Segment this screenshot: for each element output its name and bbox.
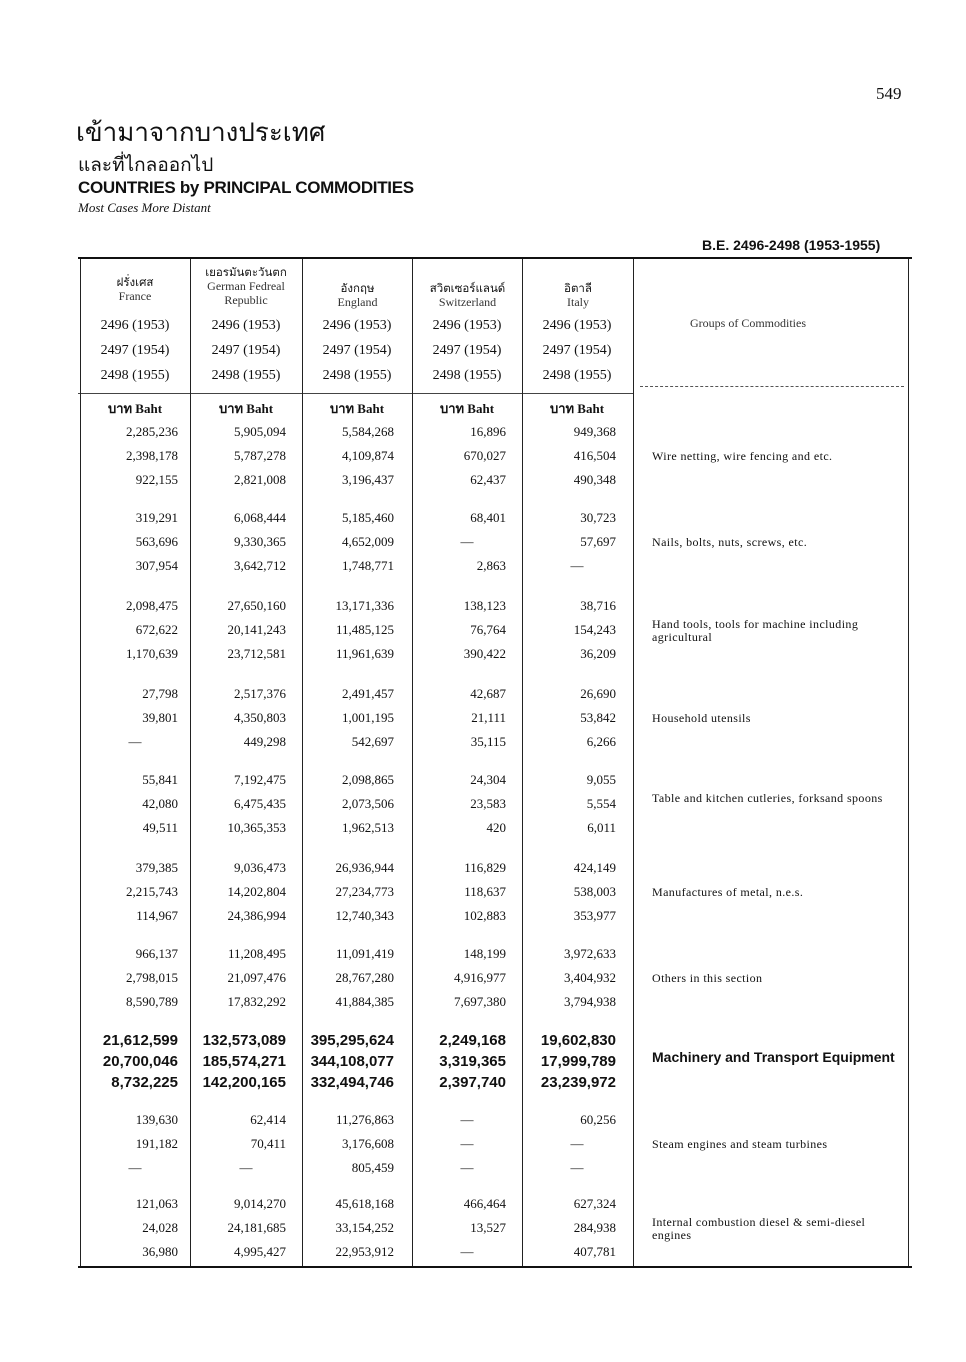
- table-cell: 121,063: [135, 1196, 178, 1211]
- table-cell: 27,650,160: [227, 598, 286, 613]
- table-cell: 8,732,225: [111, 1074, 178, 1091]
- year-label: 2496 (1953): [211, 318, 281, 333]
- table-cell: 20,700,046: [102, 1053, 178, 1070]
- table-cell: 4,995,427: [234, 1244, 286, 1259]
- table-cell: 114,967: [136, 908, 178, 923]
- year-label: 2497 (1954): [322, 343, 392, 358]
- table-cell: —: [128, 1160, 142, 1175]
- column-header-england: [303, 281, 412, 309]
- table-cell: 24,304: [470, 772, 506, 787]
- commodity-group-label: Others in this section: [652, 971, 763, 985]
- table-cell: 19,602,830: [540, 1032, 616, 1049]
- table-cell: 2,249,168: [439, 1032, 506, 1049]
- table-cell: 9,055: [586, 772, 616, 787]
- table-cell: 13,171,336: [335, 598, 394, 613]
- table-cell: 27,798: [142, 686, 178, 701]
- table-cell: 307,954: [135, 558, 178, 573]
- table-cell: 5,584,268: [342, 424, 394, 439]
- commodity-group-label: Hand tools, tools for machine including agricultural: [652, 617, 859, 644]
- table-cell: 3,176,608: [342, 1136, 394, 1151]
- column-divider: [412, 259, 413, 1266]
- table-cell: 138,123: [463, 598, 506, 613]
- header-rule: [78, 393, 634, 394]
- table-cell: 2,285,236: [126, 424, 178, 439]
- table-cell: 9,014,270: [234, 1196, 286, 1211]
- table-cell: 9,330,365: [234, 534, 286, 549]
- year-label: 2498 (1955): [542, 368, 612, 383]
- table-cell: 8,590,789: [126, 994, 178, 1009]
- column-header-english-line2: Republic: [224, 293, 268, 307]
- year-label: 2496 (1953): [100, 318, 170, 333]
- table-cell: 118,637: [464, 884, 506, 899]
- table-cell: 102,883: [463, 908, 506, 923]
- column-header-thai: ฝรั่งเศส: [116, 275, 154, 289]
- table-cell: 41,884,385: [335, 994, 394, 1009]
- table-cell: —: [460, 1136, 474, 1151]
- table-cell: 36,209: [580, 646, 616, 661]
- year-label: 2497 (1954): [211, 343, 281, 358]
- table-cell: 379,385: [135, 860, 178, 875]
- column-header-thai: เยอรมันตะวันตก: [205, 265, 287, 279]
- commodity-group-label: Steam engines and steam turbines: [652, 1137, 828, 1151]
- year-label: 2496 (1953): [432, 318, 502, 333]
- table-cell: 70,411: [250, 1136, 286, 1151]
- table-cell: 6,011: [587, 820, 616, 835]
- table-cell: 1,748,771: [342, 558, 394, 573]
- column-header-italy: [523, 281, 633, 309]
- table-cell: 4,652,009: [342, 534, 394, 549]
- table-cell: 284,938: [573, 1220, 616, 1235]
- column-divider: [80, 259, 81, 1266]
- table-cell: 2,863: [476, 558, 506, 573]
- page-number: 549: [876, 84, 902, 103]
- table-cell: 390,422: [463, 646, 506, 661]
- commodity-group-label: Internal combustion diesel & semi-diesel engines: [652, 1215, 866, 1242]
- table-cell: 2,798,015: [126, 970, 178, 985]
- table-cell: 538,003: [573, 884, 616, 899]
- table-cell: 30,723: [580, 510, 616, 525]
- column-header-france: [82, 275, 188, 303]
- table-cell: 35,115: [470, 734, 506, 749]
- table-cell: 28,767,280: [335, 970, 394, 985]
- table-cell: 395,295,624: [310, 1032, 394, 1049]
- title-thai-line2: และที่ไกลออกไป: [78, 154, 214, 176]
- table-cell: 20,141,243: [227, 622, 286, 637]
- unit-label: บาท Baht: [329, 401, 385, 416]
- column-header-english: German Fedreal: [207, 279, 285, 293]
- table-cell: 420: [486, 820, 506, 835]
- table-cell: 60,256: [580, 1112, 616, 1127]
- table-cell: 24,181,685: [227, 1220, 286, 1235]
- table-cell: 2,517,376: [234, 686, 286, 701]
- table-cell: 62,414: [250, 1112, 286, 1127]
- column-header-english: England: [337, 295, 378, 309]
- table-cell: 139,630: [135, 1112, 178, 1127]
- table-cell: 55,841: [142, 772, 178, 787]
- table-cell: 1,962,513: [342, 820, 394, 835]
- table-cell: 949,368: [573, 424, 616, 439]
- table-cell: 922,155: [135, 472, 178, 487]
- table-cell: 9,036,473: [234, 860, 286, 875]
- commodity-group-label: Manufactures of metal, n.e.s.: [652, 885, 804, 899]
- column-header-english: France: [118, 289, 152, 303]
- table-cell: 24,028: [142, 1220, 178, 1235]
- table-cell: 11,961,639: [335, 646, 394, 661]
- column-divider: [302, 259, 303, 1266]
- table-cell: 27,234,773: [335, 884, 394, 899]
- table-cell: 154,243: [573, 622, 616, 637]
- table-cell: 42,080: [142, 796, 178, 811]
- table-cell: 2,098,865: [342, 772, 394, 787]
- table-cell: 11,276,863: [335, 1112, 394, 1127]
- table-cell: 344,108,077: [310, 1053, 394, 1070]
- commodity-group-label: Machinery and Transport Equipment: [652, 1049, 895, 1065]
- table-cell: 2,397,740: [439, 1074, 506, 1091]
- table-cell: 76,764: [470, 622, 506, 637]
- table-cell: —: [460, 534, 474, 549]
- commodity-group-label: Household utensils: [652, 711, 751, 725]
- table-cell: 57,697: [580, 534, 616, 549]
- table-cell: 670,027: [463, 448, 506, 463]
- table-cell: 805,459: [351, 1160, 394, 1175]
- table-cell: 17,999,789: [540, 1053, 616, 1070]
- column-divider: [190, 259, 191, 1266]
- commodity-group-label: Table and kitchen cutleries, forksand spoons: [652, 791, 883, 805]
- table-cell: 416,504: [573, 448, 616, 463]
- subtitle: Most Cases More Distant: [78, 200, 211, 215]
- column-divider: [522, 259, 523, 1266]
- table-cell: 332,494,746: [310, 1074, 394, 1091]
- table-cell: 966,137: [135, 946, 178, 961]
- table-cell: 563,696: [135, 534, 178, 549]
- year-label: 2498 (1955): [322, 368, 392, 383]
- table-cell: 12,740,343: [335, 908, 394, 923]
- column-header-english: Italy: [567, 295, 589, 309]
- table-cell: 5,905,094: [234, 424, 286, 439]
- table-cell: 449,298: [243, 734, 286, 749]
- table-cell: 672,622: [135, 622, 178, 637]
- title-english: COUNTRIES by PRINCIPAL COMMODITIES: [78, 178, 414, 197]
- table-cell: 11,208,495: [227, 946, 286, 961]
- table-cell: 407,781: [573, 1244, 616, 1259]
- top-rule: [78, 257, 912, 259]
- table-cell: 17,832,292: [227, 994, 286, 1009]
- table-cell: 42,687: [470, 686, 506, 701]
- table-cell: 1,170,639: [126, 646, 178, 661]
- year-label: 2498 (1955): [432, 368, 502, 383]
- column-header-thai: อังกฤษ: [340, 281, 375, 295]
- table-cell: 62,437: [470, 472, 506, 487]
- table-cell: 23,583: [470, 796, 506, 811]
- year-label: 2498 (1955): [211, 368, 281, 383]
- table-cell: —: [570, 1136, 584, 1151]
- column-divider: [908, 259, 909, 1266]
- table-cell: —: [570, 1160, 584, 1175]
- table-cell: 2,821,008: [234, 472, 286, 487]
- table-cell: 2,398,178: [126, 448, 178, 463]
- table-cell: 142,200,165: [202, 1074, 286, 1091]
- unit-label: บาท Baht: [218, 401, 274, 416]
- table-cell: 3,404,932: [564, 970, 616, 985]
- table-cell: 353,977: [573, 908, 616, 923]
- table-cell: 5,185,460: [342, 510, 394, 525]
- column-header-thai: อิตาลี: [564, 281, 592, 295]
- table-cell: 33,154,252: [335, 1220, 394, 1235]
- table-cell: 49,511: [142, 820, 178, 835]
- table-cell: 132,573,089: [202, 1032, 286, 1049]
- table-cell: 6,266: [586, 734, 616, 749]
- table-cell: 3,642,712: [234, 558, 286, 573]
- table-cell: 4,109,874: [342, 448, 394, 463]
- table-cell: —: [460, 1112, 474, 1127]
- table-cell: 13,527: [470, 1220, 506, 1235]
- table-cell: 21,612,599: [102, 1032, 178, 1049]
- table-cell: 21,111: [471, 710, 506, 725]
- table-cell: 53,842: [580, 710, 616, 725]
- table-cell: 4,350,803: [234, 710, 286, 725]
- unit-label: บาท Baht: [439, 401, 495, 416]
- table-cell: 24,386,994: [227, 908, 286, 923]
- year-label: 2497 (1954): [542, 343, 612, 358]
- table-cell: 185,574,271: [202, 1053, 286, 1070]
- table-cell: 45,618,168: [335, 1196, 394, 1211]
- table-cell: 1,001,195: [342, 710, 394, 725]
- table-cell: 10,365,353: [227, 820, 286, 835]
- title-thai-line1: เข้ามาจากบางประเทศ: [76, 118, 326, 148]
- table-cell: 2,098,475: [126, 598, 178, 613]
- unit-label: บาท Baht: [107, 401, 163, 416]
- table-cell: 6,068,444: [234, 510, 286, 525]
- year-label: 2497 (1954): [432, 343, 502, 358]
- table-cell: 3,972,633: [564, 946, 616, 961]
- table-cell: 191,182: [135, 1136, 178, 1151]
- bottom-rule: [78, 1266, 912, 1268]
- table-cell: 68,401: [470, 510, 506, 525]
- table-cell: —: [239, 1160, 253, 1175]
- table-cell: 2,215,743: [126, 884, 178, 899]
- year-label: 2497 (1954): [100, 343, 170, 358]
- table-cell: —: [570, 558, 584, 573]
- table-cell: 4,916,977: [454, 970, 506, 985]
- table-cell: 36,980: [142, 1244, 178, 1259]
- table-cell: 14,202,804: [227, 884, 286, 899]
- table-cell: 38,716: [580, 598, 616, 613]
- table-cell: —: [460, 1160, 474, 1175]
- commodity-group-label: Wire netting, wire fencing and etc.: [652, 449, 833, 463]
- table-cell: 627,324: [573, 1196, 616, 1211]
- table-cell: 116,829: [464, 860, 506, 875]
- table-cell: 23,712,581: [227, 646, 286, 661]
- table-cell: —: [460, 1244, 474, 1259]
- column-header-switzerland: [413, 281, 522, 309]
- column-header-thai: สวิตเซอร์แลนด์: [429, 281, 506, 295]
- year-label: 2498 (1955): [100, 368, 170, 383]
- column-header-germany: [190, 265, 302, 307]
- year-label: 2496 (1953): [322, 318, 392, 333]
- table-cell: 26,690: [580, 686, 616, 701]
- table-cell: 22,953,912: [335, 1244, 394, 1259]
- unit-label: บาท Baht: [549, 401, 605, 416]
- table-cell: 148,199: [463, 946, 506, 961]
- table-cell: 424,149: [573, 860, 616, 875]
- table-cell: 2,073,506: [342, 796, 394, 811]
- groups-of-commodities-header: Groups of Commodities: [690, 316, 806, 330]
- header-dash-rule: [640, 386, 904, 387]
- year-label: 2496 (1953): [542, 318, 612, 333]
- table-cell: 3,196,437: [342, 472, 394, 487]
- table-cell: 2,491,457: [342, 686, 394, 701]
- table-cell: 319,291: [135, 510, 178, 525]
- table-cell: —: [128, 734, 142, 749]
- table-cell: 7,697,380: [454, 994, 506, 1009]
- column-header-english: Switzerland: [438, 295, 497, 309]
- table-cell: 5,787,278: [234, 448, 286, 463]
- table-cell: 11,091,419: [335, 946, 394, 961]
- table-cell: 466,464: [463, 1196, 506, 1211]
- table-cell: 490,348: [573, 472, 616, 487]
- table-cell: 542,697: [351, 734, 394, 749]
- table-cell: 3,794,938: [564, 994, 616, 1009]
- table-cell: 16,896: [470, 424, 506, 439]
- table-cell: 5,554: [586, 796, 616, 811]
- table-cell: 3,319,365: [439, 1053, 506, 1070]
- be-year-range: B.E. 2496-2498 (1953-1955): [702, 237, 881, 253]
- table-cell: 6,475,435: [234, 796, 286, 811]
- table-cell: 7,192,475: [234, 772, 286, 787]
- table-cell: 11,485,125: [335, 622, 394, 637]
- column-divider: [633, 259, 634, 1266]
- commodity-group-label: Nails, bolts, nuts, screws, etc.: [652, 535, 808, 549]
- table-cell: 39,801: [142, 710, 178, 725]
- table-cell: 21,097,476: [227, 970, 286, 985]
- table-cell: 23,239,972: [540, 1074, 616, 1091]
- table-cell: 26,936,944: [335, 860, 394, 875]
